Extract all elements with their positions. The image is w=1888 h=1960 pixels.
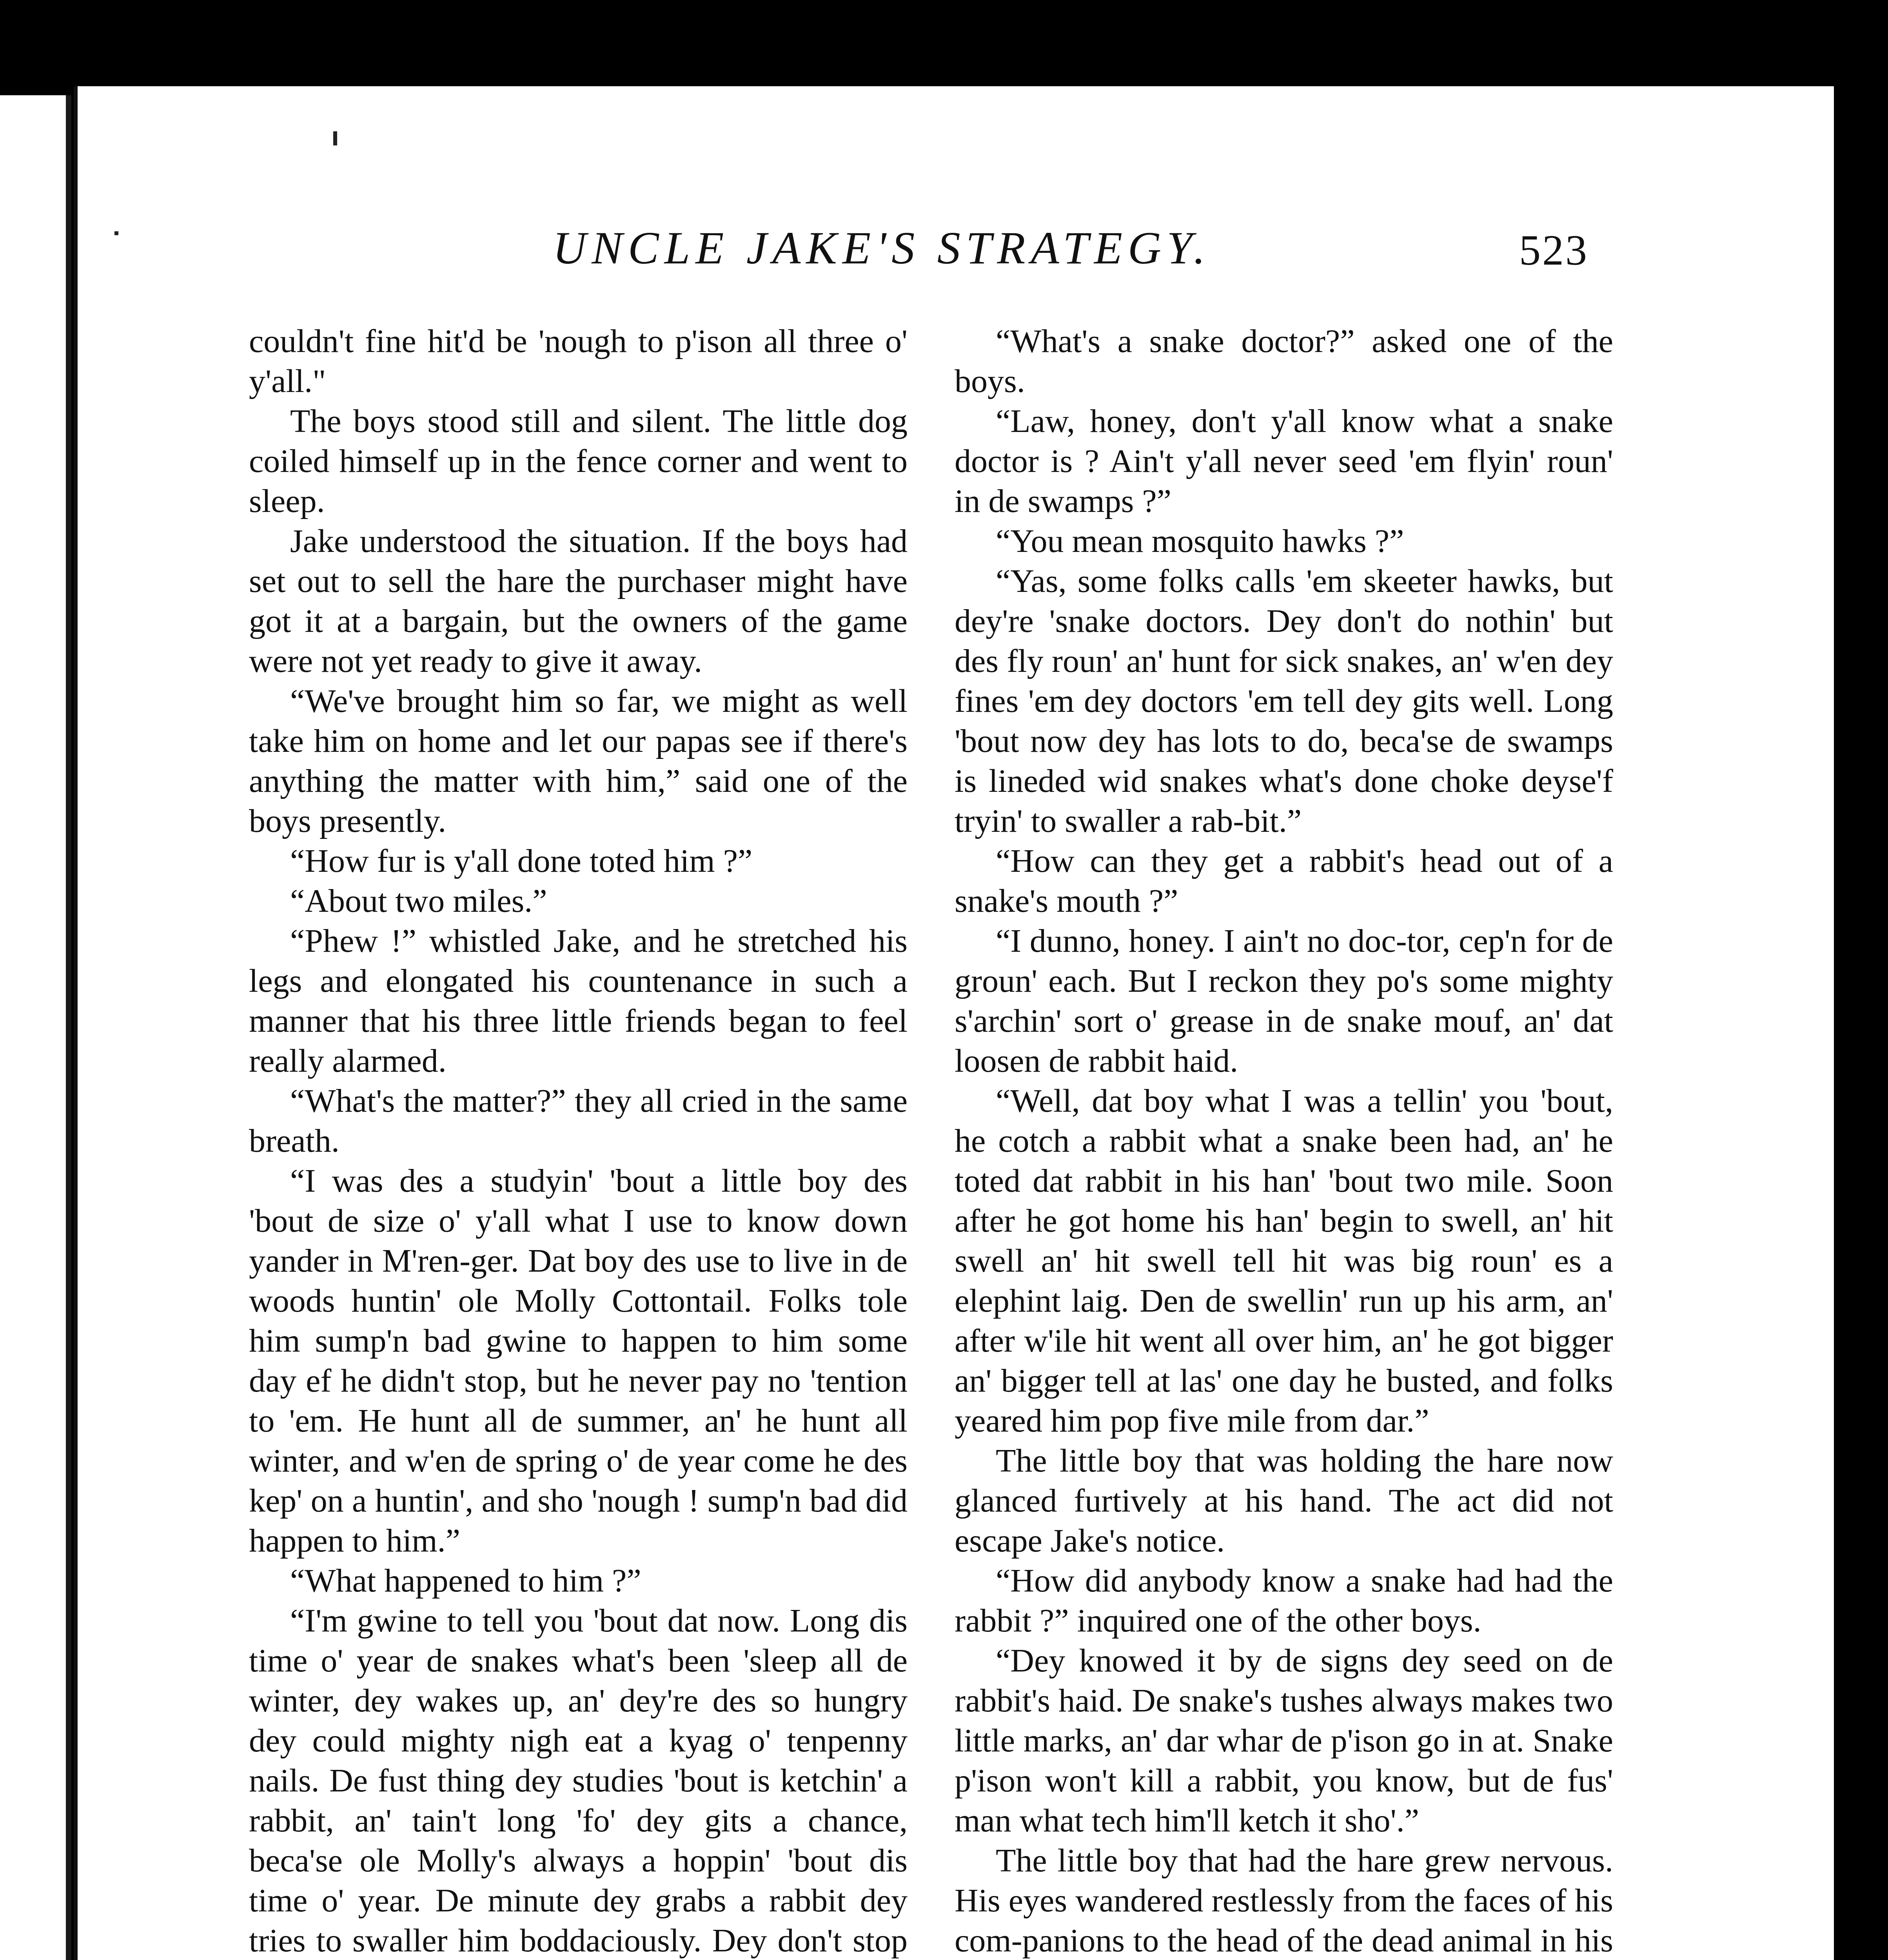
paragraph: “About two miles.” (290, 883, 547, 919)
paragraph: “What happened to him ?” (290, 1563, 641, 1599)
paragraph: The little boy that was holding the hare now glanced furtively at his hand. The act did not escape Jake's notice. (955, 1443, 1613, 1559)
paragraph: “I'm gwine to tell you 'bout dat now. Long dis time o' year de snakes what's been 'sleep all de winter, dey wakes up, an' dey're des so hungry dey could mighty nigh eat a kyag o' tenpenny nails. De fust thing dey studies 'bout is ketchin' a rabbit, an' tain't long 'fo' dey gits a chance, beca'se ole Molly's always a hoppin' 'bout dis time o' year. De minute dey grabs a rabbit dey tries to swaller him boddaciously. Dey don't stop (249, 1602, 908, 1959)
facing-page-edge (0, 95, 71, 1960)
right-text-column (955, 321, 1613, 1960)
paragraph: “We've brought him so far, we might as well take him on home and let our papas see if there's anything the matter with him,” said one of the boys presently. (249, 683, 908, 839)
paragraph: “How can they get a rabbit's head out of a snake's mouth ?” (955, 843, 1613, 919)
paragraph: “Law, honey, don't y'all know what a snake doctor is ? Ain't y'all never seed 'em flyin' roun' in de swamps ?” (955, 403, 1613, 519)
paragraph: “What's the matter?” they all cried in the same breath. (249, 1083, 908, 1159)
paragraph: “I was des a studyin' 'bout a little boy des 'bout de size o' y'all what I use to know down yander in M'ren-ger. Dat boy des use to live in de woods huntin' ole Molly Cottontail. Folks tole him sump'n bad gwine to happen to him some day ef he didn't stop, but he never pay no 'tention to 'em. He hunt all de summer, an' he hunt all winter, and w'en de spring o' de year come he des kep' on a huntin', and sho 'nough ! sump'n bad did happen to him.” (249, 1163, 908, 1559)
running-header: UNCLE JAKE'S STRATEGY. (553, 222, 1211, 274)
page-gutter-shadow (74, 86, 78, 1960)
paragraph: “How fur is y'all done toted him ?” (290, 843, 753, 879)
paragraph: The little boy that had the hare grew nervous. His eyes wandered restlessly from the faces of his com-panions to the head of the dead animal in his (955, 1842, 1613, 1959)
paragraph: “Well, dat boy what I was a tellin' you 'bout, he cotch a rabbit what a snake been had, an' he toted dat rabbit in his han' 'bout two mile. Soon after he got home his han' begin to swell, an' hit swell an' hit swell tell hit was big roun' es a elephint laig. Den de swellin' run up his arm, an' after w'ile hit went all over him, an' he got bigger an' bigger tell at las' one day he busted, and folks yeared him pop five mile from dar.” (955, 1083, 1613, 1439)
paragraph: couldn't fine hit'd be 'nough to p'ison all three o' y'all." (249, 323, 908, 399)
paragraph: “Dey knowed it by de signs dey seed on de rabbit's haid. De snake's tushes always makes two little marks, an' dar whar de p'ison go in at. Snake p'ison won't kill a rabbit, you know, but de fus' man what tech him'll ketch it sho'.” (955, 1642, 1613, 1839)
page-number: 523 (1519, 226, 1588, 274)
paragraph: “I dunno, honey. I ain't no doc-tor, cep'n for de groun' each. But I reckon they po's some mighty s'archin' sort o' grease in de snake mouf, an' dat loosen de rabbit haid. (955, 923, 1613, 1079)
ink-speck (333, 131, 337, 145)
paragraph: “Yas, some folks calls 'em skeeter hawks, but dey're 'snake doctors. Dey don't do nothin' but des fly roun' an' hunt for sick snakes, an' w'en dey fines 'em dey doctors 'em tell dey gits well. Long 'bout now dey has lots to do, beca'se de swamps is lineded wid snakes what's done choke deyse'f tryin' to swaller a rab-bit.” (955, 563, 1613, 839)
left-text-column (249, 321, 908, 1960)
paragraph: “You mean mosquito hawks ?” (996, 523, 1404, 559)
ink-speck (114, 231, 118, 235)
paragraph: Jake understood the situation. If the boys had set out to sell the hare the purchaser might have got it at a bargain, but the owners of the game were not yet ready to give it away. (249, 523, 908, 679)
paragraph: “What's a snake doctor?” asked one of the boys. (955, 323, 1613, 399)
paragraph: “Phew !” whistled Jake, and he stretched his legs and elongated his countenance in such a manner that his three little friends began to feel really alarmed. (249, 923, 908, 1079)
paragraph: “How did anybody know a snake had had the rabbit ?” inquired one of the other boys. (955, 1563, 1613, 1639)
paragraph: The boys stood still and silent. The little dog coiled himself up in the fence corner and went to sleep. (249, 403, 908, 519)
